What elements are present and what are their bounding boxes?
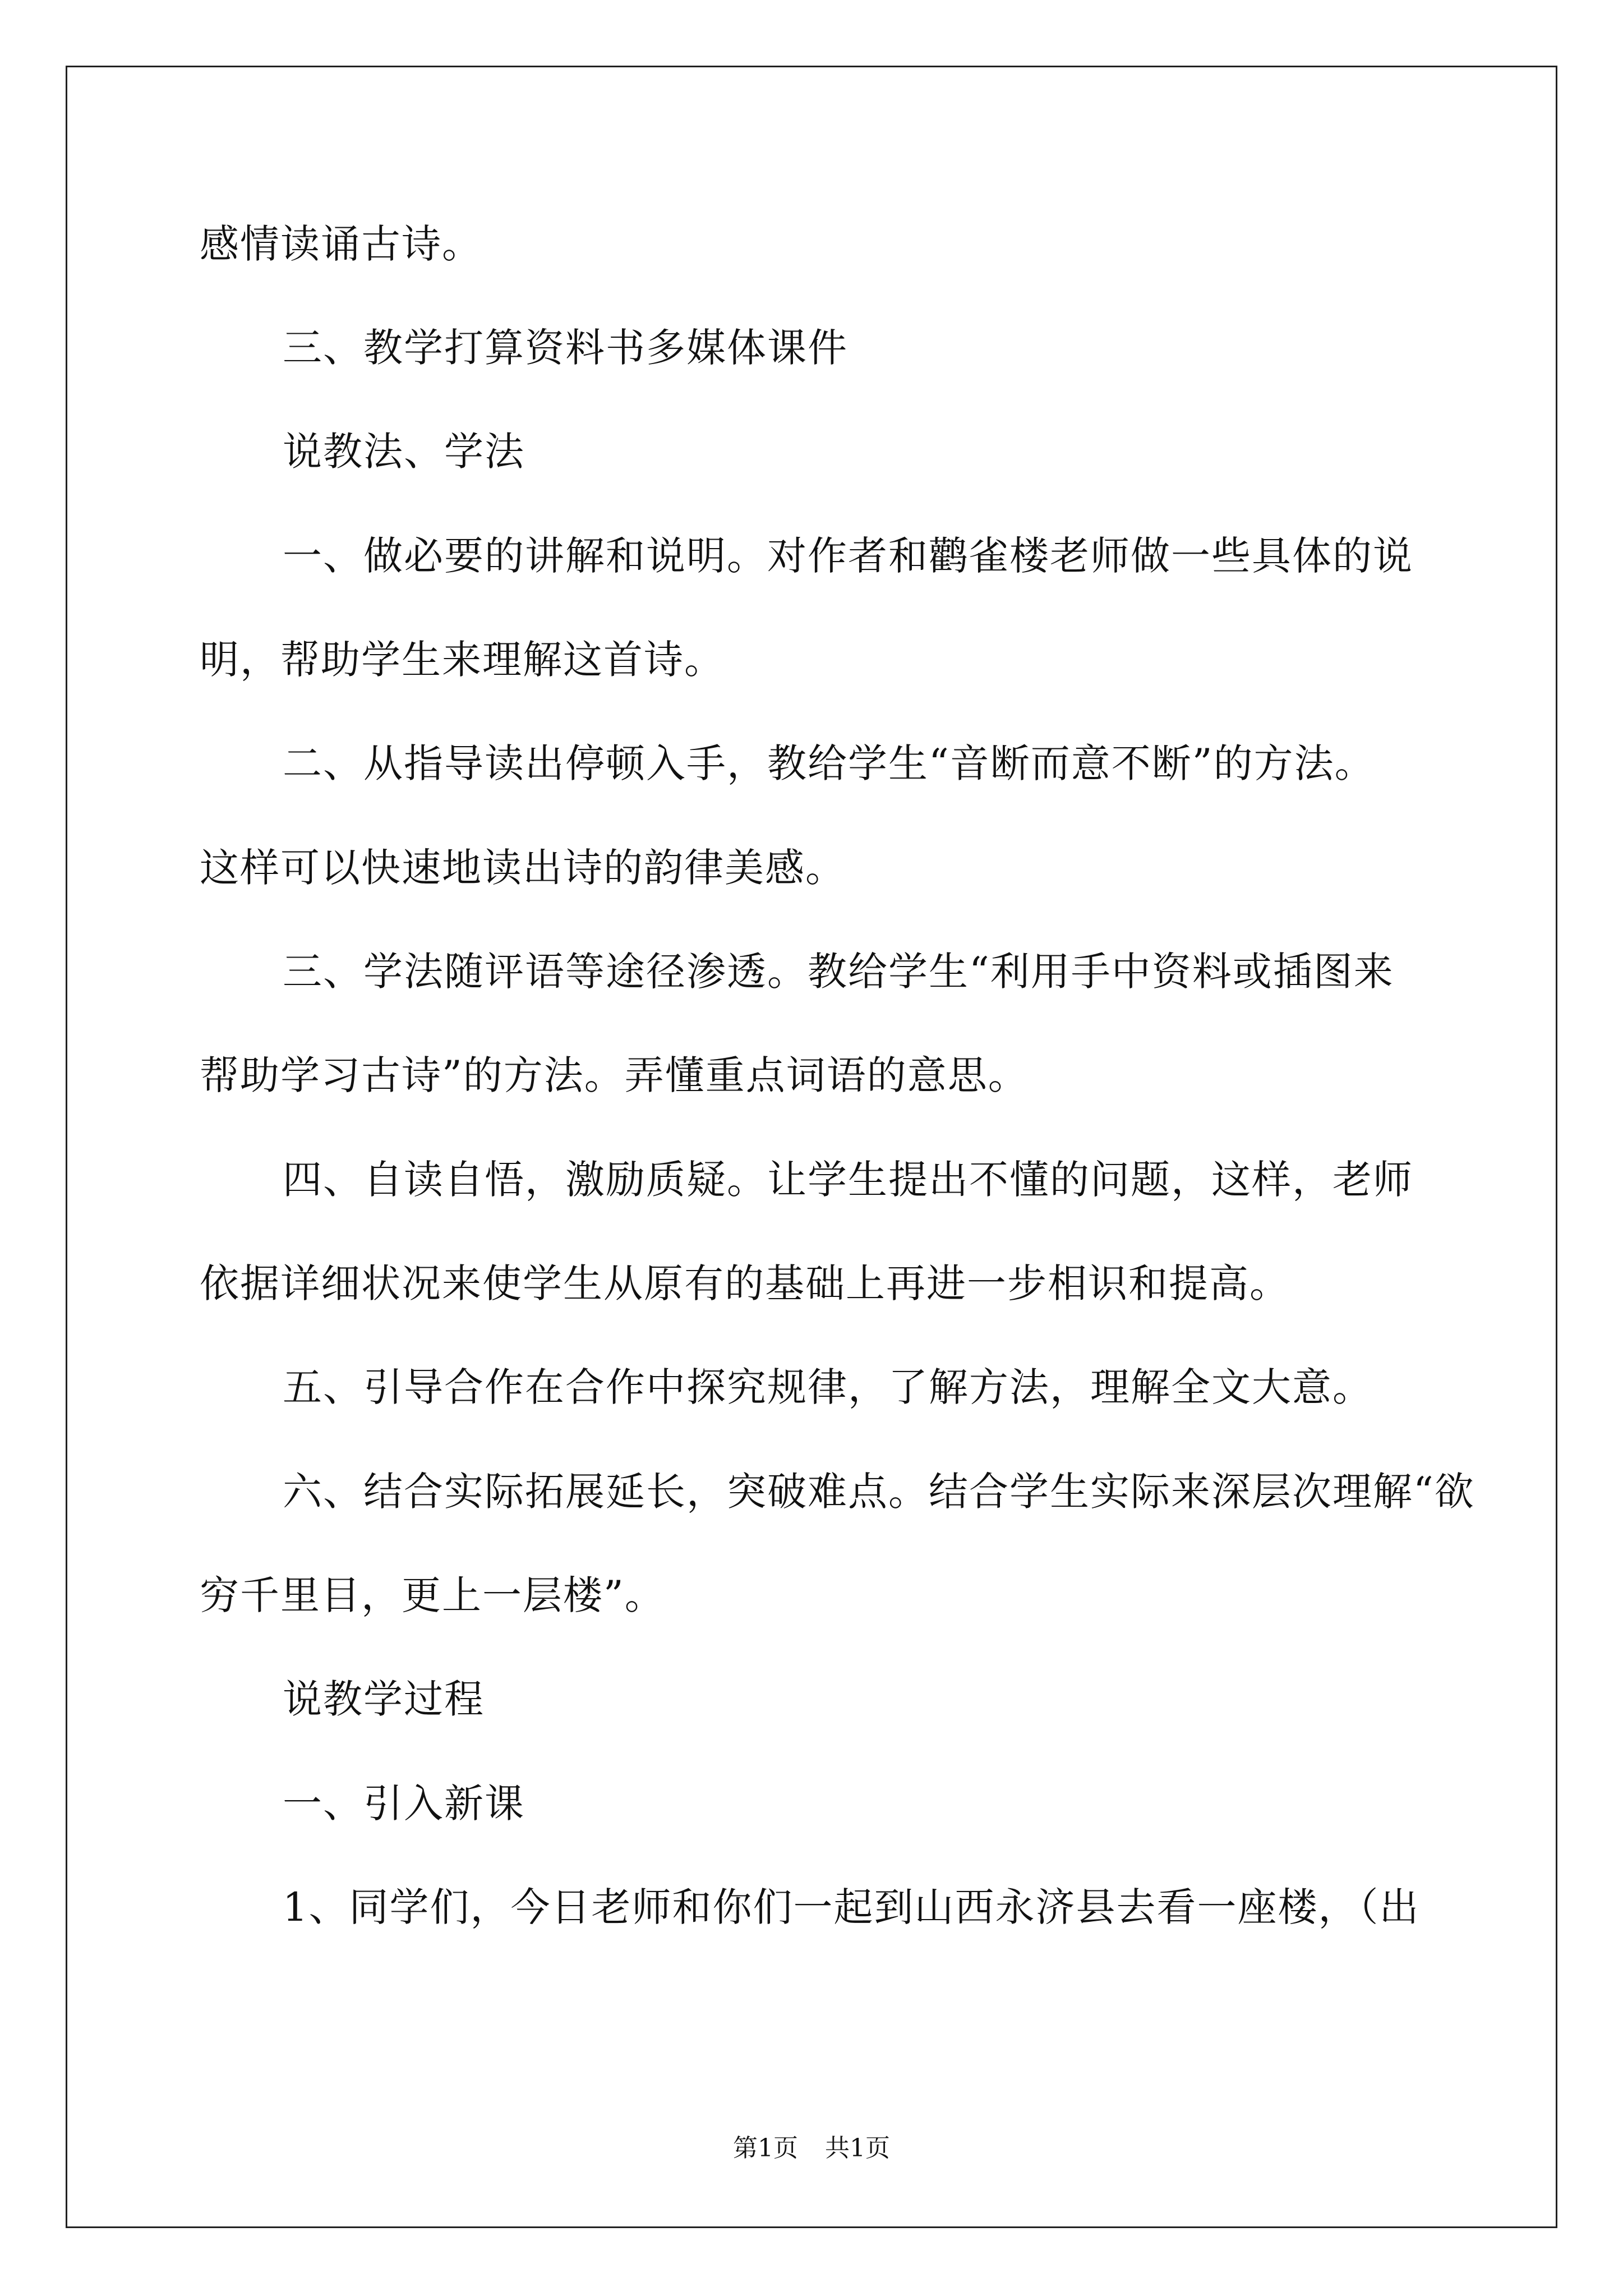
text-line: 三、教学打算资料书多媒体课件 bbox=[283, 325, 848, 371]
text-line: 二、从指导读出停顿入手，教给学生“音断而意不断”的方法。 bbox=[283, 740, 1375, 786]
text-line: 这样可以快速地读出诗的韵律美感。 bbox=[200, 845, 846, 891]
text-line: 明，帮助学生来理解这首诗。 bbox=[200, 637, 725, 683]
text-line: 说教学过程 bbox=[283, 1676, 485, 1722]
text-line: 帮助学习古诗”的方法。弄懂重点词语的意思。 bbox=[200, 1052, 1029, 1098]
page-footer bbox=[0, 2132, 1623, 2165]
text-line: 六、结合实际拓展延长，突破难点。结合学生实际来深层次理解“欲 bbox=[283, 1469, 1475, 1515]
text-line: 依据详细状况来使学生从原有的基础上再进一步相识和提高。 bbox=[200, 1260, 1290, 1306]
page-number-total: 共1页 bbox=[825, 2134, 890, 2162]
text-line: 三、学法随评语等途径渗透。教给学生“利用手中资料或插图来 bbox=[283, 949, 1394, 995]
text-line: 说教法、学法 bbox=[283, 429, 525, 475]
page-number-current: 第1页 bbox=[733, 2134, 798, 2162]
text-line: 感情读诵古诗。 bbox=[200, 221, 482, 267]
text-line: 一、做必要的讲解和说明。对作者和鹳雀楼老师做一些具体的说 bbox=[283, 533, 1413, 579]
text-line: 四、自读自悟，激励质疑。让学生提出不懂的问题，这样，老师 bbox=[283, 1157, 1413, 1203]
text-line: 一、引入新课 bbox=[283, 1780, 525, 1826]
text-line: 五、引导合作在合作中探究规律，了解方法，理解全文大意。 bbox=[283, 1364, 1373, 1410]
text-line: 1、同学们，今日老师和你们一起到山西永济县去看一座楼，（出 bbox=[283, 1884, 1420, 1930]
text-line: 穷千里目，更上一层楼”。 bbox=[200, 1572, 665, 1618]
